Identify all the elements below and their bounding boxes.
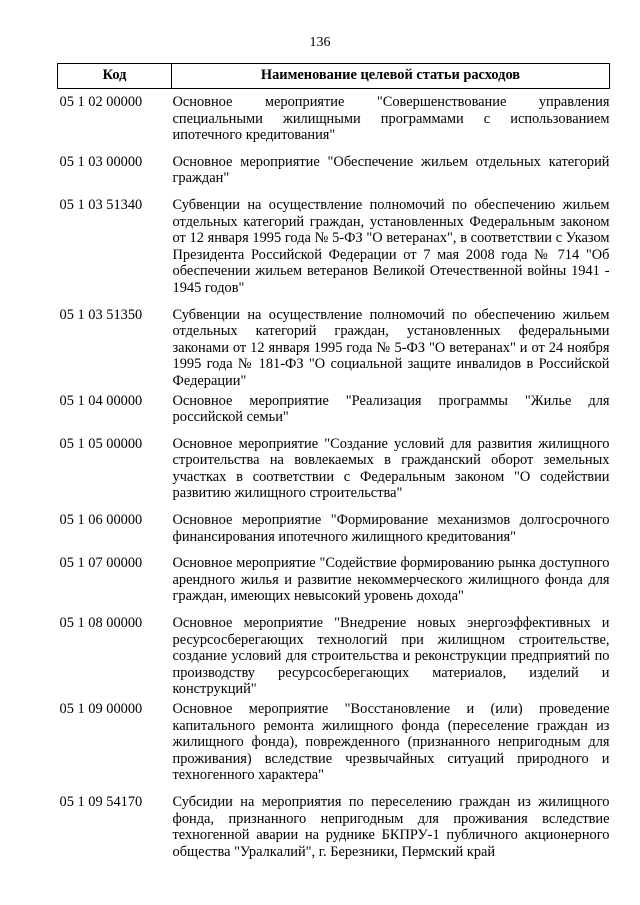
expense-code: 05 1 03 00000 <box>59 153 143 170</box>
table-row <box>58 89 610 154</box>
expense-code: 05 1 09 54170 <box>59 793 143 810</box>
expense-code: 05 1 06 00000 <box>59 512 143 529</box>
table-row <box>58 512 610 555</box>
expense-name: Основное мероприятие "Внедрение новых энергоэффективных и ресурсосберегающих технологий при жилищном строительстве, создание условий для строительства и реконструкции предприятий по производству ресурсосберегающих материалов, изделий и конструкций" <box>172 615 610 698</box>
expense-name: Субвенции на осуществление полномочий по обеспечению жильем отдельных категорий граждан, установленных Федеральным законом от 12 января 1995 года № 5-ФЗ "О ветеранах", в соответствии с Указом Президента Российской Федерации от 7 мая 2008 года № 714 "Об обеспечении жильем ветеранов Великой Отечественной войны 1941 - 1945 годов" <box>172 196 610 296</box>
table-row <box>58 307 610 393</box>
expense-code: 05 1 08 00000 <box>59 615 143 632</box>
table-row <box>58 555 610 615</box>
expense-code: 05 1 03 51350 <box>59 306 143 323</box>
expense-code: 05 1 04 00000 <box>59 392 143 409</box>
table-header-row <box>58 64 610 89</box>
expense-name: Основное мероприятие "Совершенствование управления специальными жилищными программами с использованием ипотечного кредитования" <box>172 94 610 144</box>
name-column-header: Наименование целевой статьи расходов <box>172 64 610 89</box>
expense-code: 05 1 05 00000 <box>59 435 143 452</box>
expense-code: 05 1 07 00000 <box>59 555 143 572</box>
expense-name: Основное мероприятие "Обеспечение жильем отдельных категорий граждан" <box>172 153 610 187</box>
table-row <box>58 154 610 197</box>
expense-name: Основное мероприятие "Формирование механизмов долгосрочного финансирования ипотечного жилищного кредитования" <box>172 512 610 545</box>
table-row <box>58 701 610 794</box>
expense-name: Субсидии на мероприятия по переселению граждан из жилищного фонда, признанного непригодным для проживания вследствие техногенной аварии на руднике БКПРУ-1 публичного акционерного общества "Уралкалий", г. Березники, Пермский край <box>172 793 610 860</box>
expense-code: 05 1 09 00000 <box>59 701 143 717</box>
expense-name: Основное мероприятие "Восстановление и (или) проведение капитального ремонта жилищного фонда (переселение граждан из жилищного фонда), поврежденного (признанного непригодным для проживания) вследствие чрезвычайных ситуаций природного и техногенного характера" <box>172 701 610 784</box>
table-row <box>58 794 610 870</box>
expense-code: 05 1 03 51340 <box>59 196 143 213</box>
code-column-header: Код <box>58 64 172 89</box>
expense-name: Основное мероприятие "Создание условий для развития жилищного строительства на вовлекаемых в гражданский оборот земельных участках в соответствии с Федеральным законом "О содействии развитию жилищного строительства" <box>172 435 610 502</box>
expense-name: Основное мероприятие "Реализация программы "Жилье для российской семьи" <box>172 392 610 426</box>
page-number: 136 <box>309 35 331 50</box>
table-row <box>58 436 610 512</box>
table-row <box>58 615 610 701</box>
expense-code: 05 1 02 00000 <box>59 94 143 110</box>
table-row <box>58 197 610 307</box>
target-expense-table <box>57 63 610 870</box>
table-row <box>58 393 610 436</box>
expense-name: Субвенции на осуществление полномочий по обеспечению жильем отдельных категорий граждан, установленных федеральными законами от 12 января 1995 года № 5-ФЗ "О ветеранах" и от 24 ноября 1995 года № 181-ФЗ "О социальной защите инвалидов в Российской Федерации" <box>172 306 610 389</box>
expense-name: Основное мероприятие "Содействие формированию рынка доступного арендного жилья и развитие некоммерческого жилищного фонда для граждан, имеющих невысокий уровень дохода" <box>172 555 610 605</box>
